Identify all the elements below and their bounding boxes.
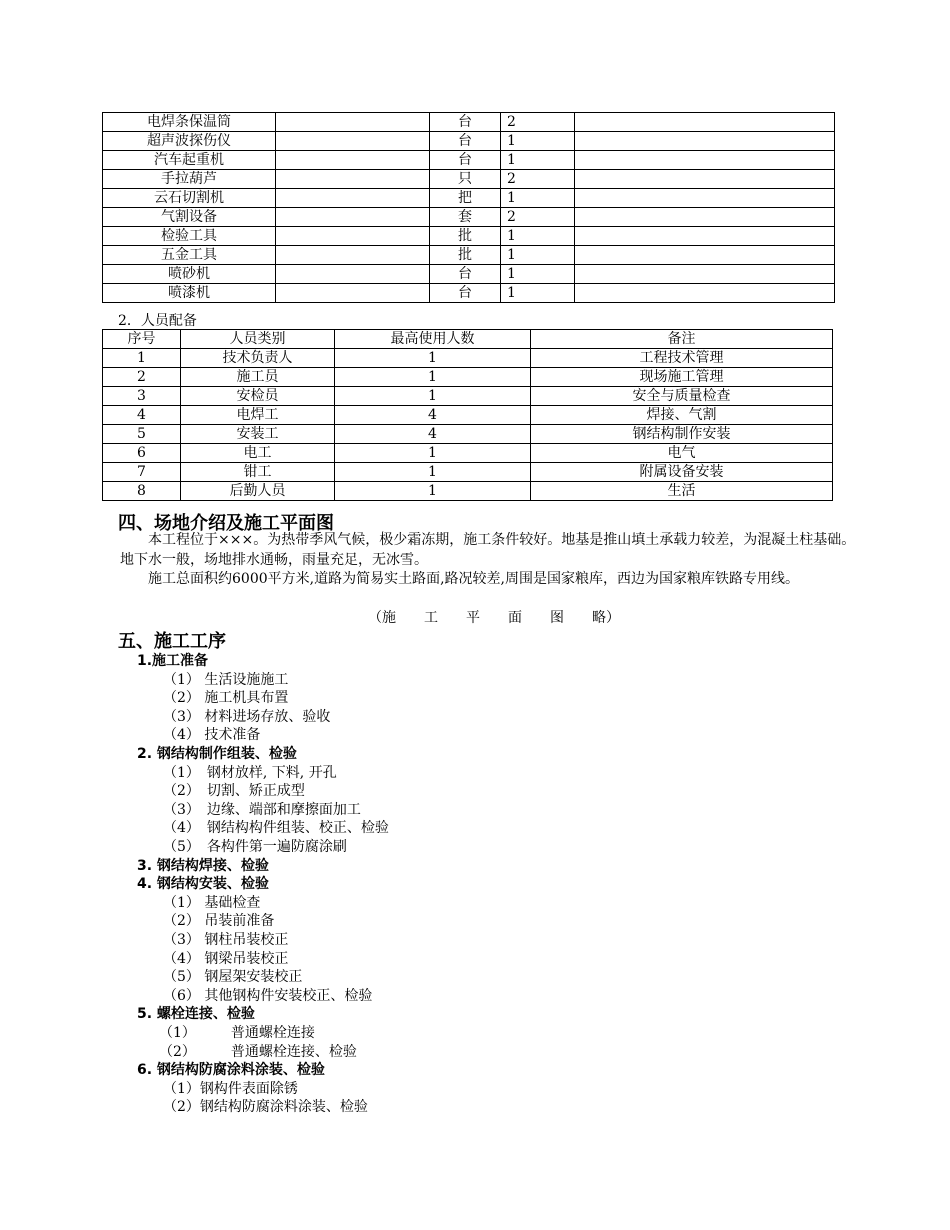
equipment-note-cell (575, 113, 835, 132)
equipment-spec-cell (276, 170, 430, 189)
staff-count-cell: 1 (335, 349, 531, 368)
staff-row (103, 368, 833, 387)
equipment-unit-cell: 台 (430, 132, 501, 151)
equipment-row (103, 170, 835, 189)
staff-no-cell: 2 (103, 368, 181, 387)
equipment-name-cell: 五金工具 (103, 246, 276, 265)
staff-note-cell: 安全与质量检查 (531, 387, 833, 406)
section5-title: 五、施工工序 (118, 631, 226, 652)
staff-note-cell: 焊接、气割 (531, 406, 833, 425)
procedure-group-label: 4. 钢结构安装、检验 (137, 876, 269, 893)
staff-role-cell: 电工 (181, 444, 335, 463)
staff-role-cell: 施工员 (181, 368, 335, 387)
section4-para2: 施工总面积约6000平方米,道路为简易实土路面,路况较差,周围是国家粮库，西边为国家粮库铁路专用线。 (148, 571, 799, 587)
equipment-qty-cell: 1 (501, 246, 575, 265)
staff-no-cell: 5 (103, 425, 181, 444)
equipment-name-cell: 喷砂机 (103, 265, 276, 284)
procedure-step: （1）钢构件表面除锈 (163, 1080, 298, 1097)
procedure-group-label: 2. 钢结构制作组装、检验 (137, 746, 297, 762)
equipment-unit-cell: 台 (430, 265, 501, 284)
staff-table (102, 329, 833, 501)
equipment-name-cell: 检验工具 (103, 227, 276, 246)
equipment-note-cell (575, 189, 835, 208)
staff-row (103, 482, 833, 501)
staff-no-cell: 8 (103, 482, 181, 501)
section4-para1: 本工程位于×××。为热带季风气候，极少霜冻期，施工条件较好。地基是推山填土承载力较差，为混凝土柱基础。地下水一般，场地排水通畅，雨量充足，无冰雪。 (120, 532, 856, 568)
equipment-row (103, 265, 835, 284)
equipment-qty-cell: 2 (501, 170, 575, 189)
equipment-note-cell (575, 284, 835, 303)
equipment-table (102, 112, 835, 303)
procedure-step: （1） 基础检查 (163, 894, 261, 911)
staff-no-cell: 1 (103, 349, 181, 368)
equipment-name-cell: 喷漆机 (103, 284, 276, 303)
equipment-name-cell: 超声波探伤仪 (103, 132, 276, 151)
staff-count-cell: 1 (335, 463, 531, 482)
procedure-step: （3） 钢柱吊装校正 (163, 932, 289, 948)
procedure-step: （2） 吊装前准备 (163, 913, 275, 930)
procedure-step: （5） 各构件第一遍防腐涂刷 (163, 839, 347, 855)
equipment-row (103, 113, 835, 132)
procedure-group-label: 1.施工准备 (137, 653, 209, 669)
equipment-spec-cell (276, 208, 430, 227)
procedure-step: （5） 钢屋架安装校正 (163, 969, 303, 986)
staff-count-cell: 1 (335, 368, 531, 387)
equipment-name-cell: 电焊条保温筒 (103, 113, 276, 132)
staff-heading: 2．人员配备 (118, 313, 197, 329)
equipment-note-cell (575, 265, 835, 284)
procedure-step: （4） 钢结构构件组装、校正、检验 (163, 820, 389, 837)
figure-note: （施 工 平 面 图 略） (368, 610, 620, 626)
staff-count-cell: 4 (335, 425, 531, 444)
procedure-group-label: 3. 钢结构焊接、检验 (137, 857, 269, 874)
equipment-row (103, 284, 835, 303)
equipment-qty-cell: 1 (501, 151, 575, 170)
staff-header-row (103, 330, 833, 349)
equipment-qty-cell: 1 (501, 284, 575, 303)
procedure-step: （1） 普通螺栓连接 (159, 1025, 315, 1041)
equipment-unit-cell: 批 (430, 246, 501, 265)
equipment-row (103, 132, 835, 151)
equipment-spec-cell (276, 246, 430, 265)
equipment-note-cell (575, 170, 835, 189)
staff-row (103, 463, 833, 482)
staff-row (103, 406, 833, 425)
staff-no-cell: 7 (103, 463, 181, 482)
equipment-name-cell: 手拉葫芦 (103, 170, 276, 189)
equipment-note-cell (575, 246, 835, 265)
staff-role-cell: 安检员 (181, 387, 335, 406)
staff-note-cell: 钢结构制作安装 (531, 425, 833, 444)
equipment-qty-cell: 1 (501, 132, 575, 151)
procedure-step: （4） 技术准备 (163, 727, 261, 744)
procedure-step: （1） 生活设施施工 (163, 671, 289, 688)
equipment-unit-cell: 只 (430, 170, 501, 189)
staff-note-cell: 工程技术管理 (531, 349, 833, 368)
staff-role-cell: 钳工 (181, 463, 335, 482)
staff-row (103, 387, 833, 406)
equipment-unit-cell: 批 (430, 227, 501, 246)
staff-no-cell: 6 (103, 444, 181, 463)
staff-header-cell: 最高使用人数 (335, 330, 531, 349)
equipment-note-cell (575, 132, 835, 151)
equipment-row (103, 246, 835, 265)
procedure-step: （3） 材料进场存放、验收 (163, 708, 331, 725)
staff-row (103, 444, 833, 463)
staff-note-cell: 生活 (531, 482, 833, 501)
staff-note-cell: 电气 (531, 444, 833, 463)
equipment-spec-cell (276, 151, 430, 170)
staff-role-cell: 技术负责人 (181, 349, 335, 368)
equipment-spec-cell (276, 284, 430, 303)
equipment-qty-cell: 1 (501, 227, 575, 246)
staff-role-cell: 后勤人员 (181, 482, 335, 501)
staff-header-cell: 人员类别 (181, 330, 335, 349)
equipment-qty-cell: 1 (501, 265, 575, 284)
procedure-group-label: 6. 钢结构防腐涂料涂装、检验 (137, 1062, 325, 1079)
equipment-name-cell: 气割设备 (103, 208, 276, 227)
procedure-group-label: 5. 螺栓连接、检验 (137, 1006, 255, 1023)
equipment-unit-cell: 把 (430, 189, 501, 208)
equipment-row (103, 208, 835, 227)
procedure-step: （3） 边缘、端部和摩擦面加工 (163, 801, 361, 818)
section4-title: 四、场地介绍及施工平面图 (118, 513, 334, 534)
equipment-unit-cell: 台 (430, 113, 501, 132)
equipment-spec-cell (276, 189, 430, 208)
equipment-qty-cell: 2 (501, 113, 575, 132)
equipment-spec-cell (276, 227, 430, 246)
staff-row (103, 349, 833, 368)
equipment-unit-cell: 台 (430, 284, 501, 303)
procedure-step: （6） 其他钢构件安装校正、检验 (163, 987, 373, 1004)
equipment-note-cell (575, 151, 835, 170)
equipment-row (103, 151, 835, 170)
staff-header-cell: 备注 (531, 330, 833, 349)
procedure-step: （2） 普通螺栓连接、检验 (159, 1043, 357, 1060)
equipment-qty-cell: 2 (501, 208, 575, 227)
equipment-spec-cell (276, 132, 430, 151)
procedure-step: （4） 钢梁吊装校正 (163, 950, 289, 967)
equipment-row (103, 227, 835, 246)
staff-count-cell: 4 (335, 406, 531, 425)
procedure-step: （2） 切割、矫正成型 (163, 783, 305, 800)
equipment-name-cell: 汽车起重机 (103, 151, 276, 170)
staff-note-cell: 附属设备安装 (531, 463, 833, 482)
equipment-qty-cell: 1 (501, 189, 575, 208)
equipment-unit-cell: 台 (430, 151, 501, 170)
staff-no-cell: 4 (103, 406, 181, 425)
equipment-note-cell (575, 227, 835, 246)
staff-note-cell: 现场施工管理 (531, 368, 833, 387)
procedure-step: （2）钢结构防腐涂料涂装、检验 (163, 1099, 368, 1116)
procedure-step: （2） 施工机具布置 (163, 690, 289, 707)
staff-no-cell: 3 (103, 387, 181, 406)
staff-count-cell: 1 (335, 444, 531, 463)
equipment-unit-cell: 套 (430, 208, 501, 227)
staff-role-cell: 电焊工 (181, 406, 335, 425)
staff-count-cell: 1 (335, 387, 531, 406)
staff-role-cell: 安装工 (181, 425, 335, 444)
equipment-spec-cell (276, 265, 430, 284)
equipment-note-cell (575, 208, 835, 227)
equipment-name-cell: 云石切割机 (103, 189, 276, 208)
staff-count-cell: 1 (335, 482, 531, 501)
staff-header-cell: 序号 (103, 330, 181, 349)
equipment-spec-cell (276, 113, 430, 132)
staff-row (103, 425, 833, 444)
equipment-row (103, 189, 835, 208)
procedure-step: （1） 钢材放样, 下料, 开孔 (163, 764, 337, 781)
